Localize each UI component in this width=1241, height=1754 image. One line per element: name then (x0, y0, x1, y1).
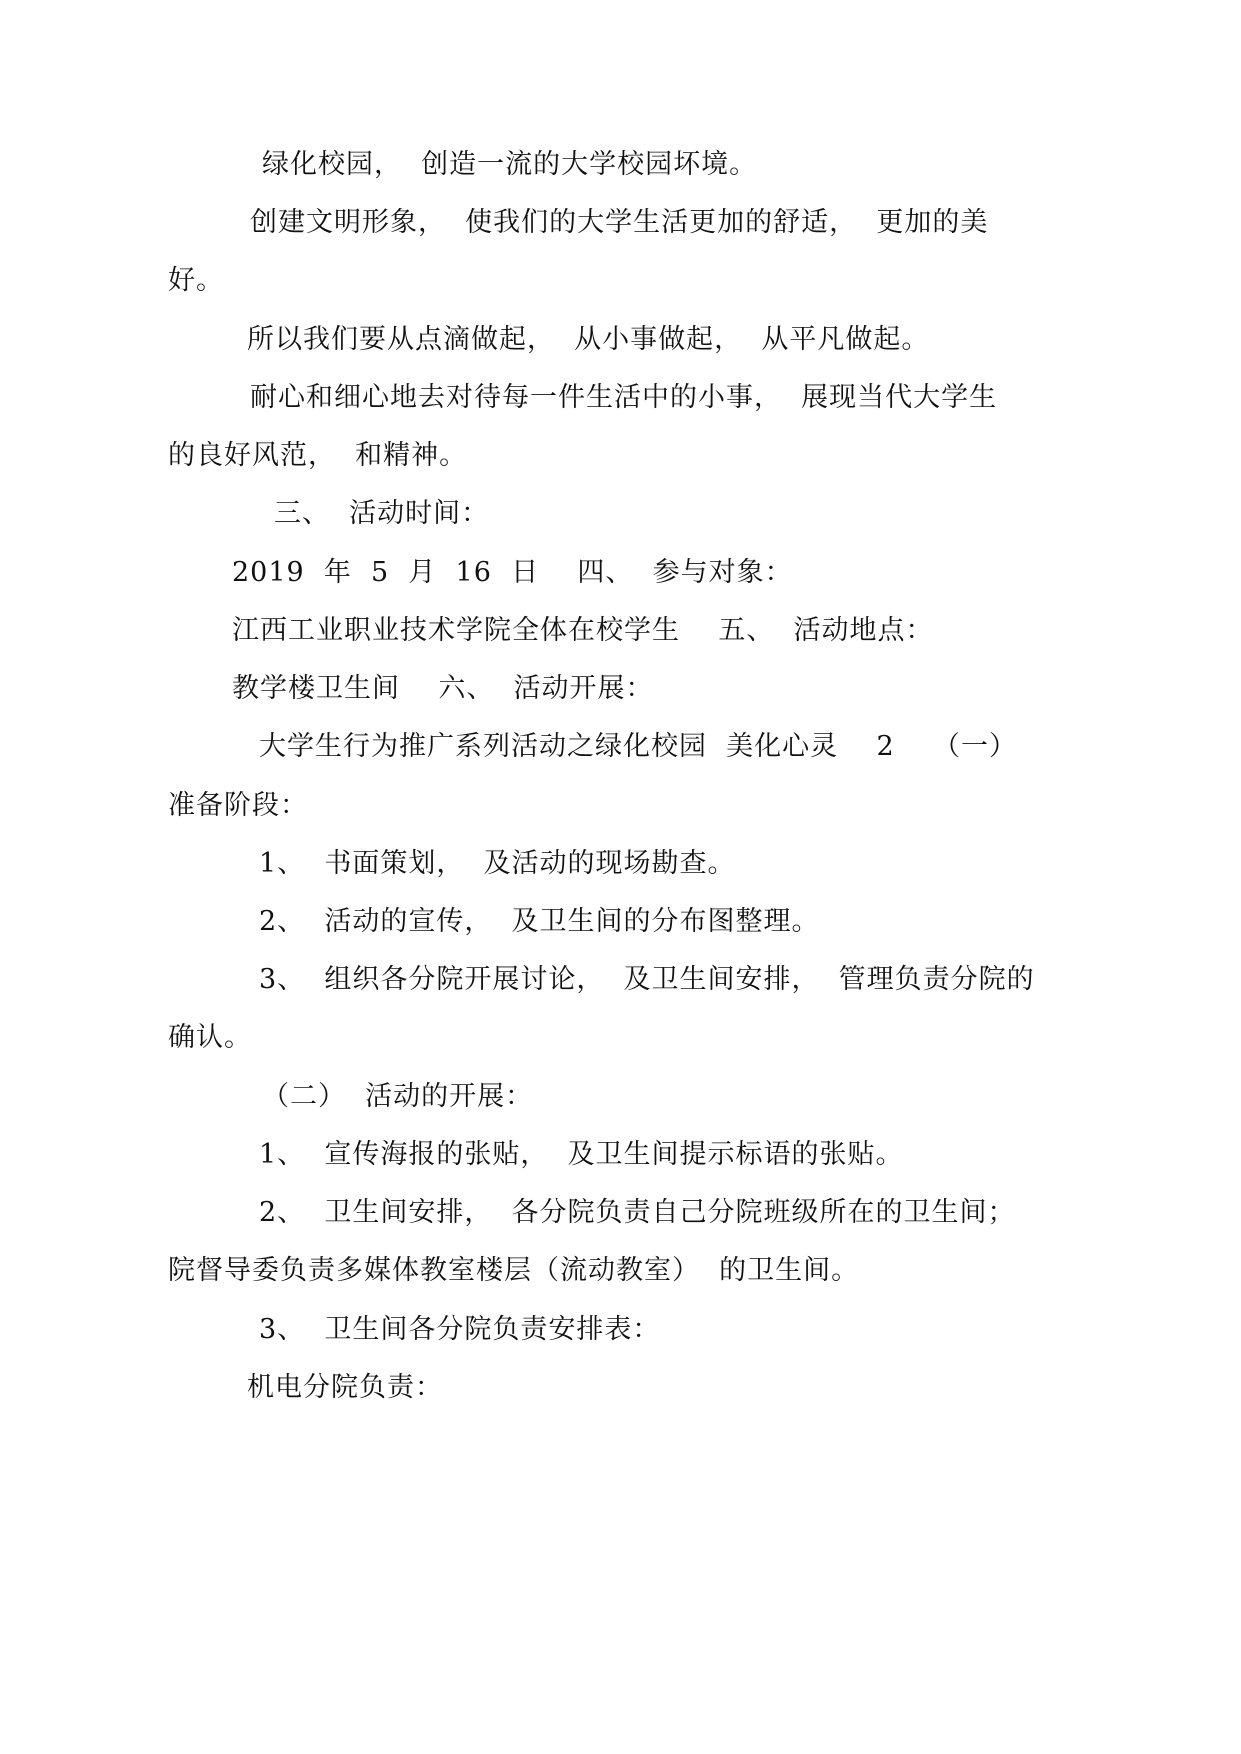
list-item: 2、 卫生间安排， 各分院负责自己分院班级所在的卫生间； (259, 1197, 1016, 1228)
text-line: 好。 (168, 265, 224, 296)
text-line: 机电分院负责： (247, 1372, 443, 1403)
text-line: 教学楼卫生间 六、 活动开展： (232, 673, 654, 704)
section-heading: 三、 活动时间： (274, 498, 490, 529)
text-line: 的良好风范， 和精神。 (168, 440, 468, 471)
list-item: 1、 宣传海报的张贴， 及卫生间提示标语的张贴。 (259, 1139, 904, 1170)
text-line: 所以我们要从点滴做起， 从小事做起， 从平凡做起。 (247, 324, 930, 355)
text-line: 耐心和细心地去对待每一件生活中的小事， 展现当代大学生 (250, 382, 998, 413)
text-line: 准备阶段： (168, 790, 308, 821)
text-line: 院督导委负责多媒体教室楼层（流动教室） 的卫生间。 (168, 1255, 860, 1286)
section-heading: （二） 活动的开展： (262, 1081, 534, 1112)
text-line: 创建文明形象， 使我们的大学生活更加的舒适， 更加的美 (250, 207, 989, 238)
text-line: 大学生行为推广系列活动之绿化校园 美化心灵 2 （一） (259, 731, 1018, 762)
list-item: 3、 卫生间各分院负责安排表： (259, 1314, 661, 1345)
text-line: 绿化校园， 创造一流的大学校园坏境。 (262, 149, 758, 180)
text-line: 2019 年 5 月 16 日 四、 参与对象： (232, 557, 793, 588)
text-line: 确认。 (168, 1022, 252, 1053)
text-line: 江西工业职业技术学院全体在校学生 五、 活动地点： (232, 615, 934, 646)
list-item: 1、 书面策划， 及活动的现场勘查。 (259, 848, 736, 879)
list-item: 3、 组织各分院开展讨论， 及卫生间安排， 管理负责分院的 (259, 964, 1035, 995)
list-item: 2、 活动的宣传， 及卫生间的分布图整理。 (259, 906, 820, 937)
